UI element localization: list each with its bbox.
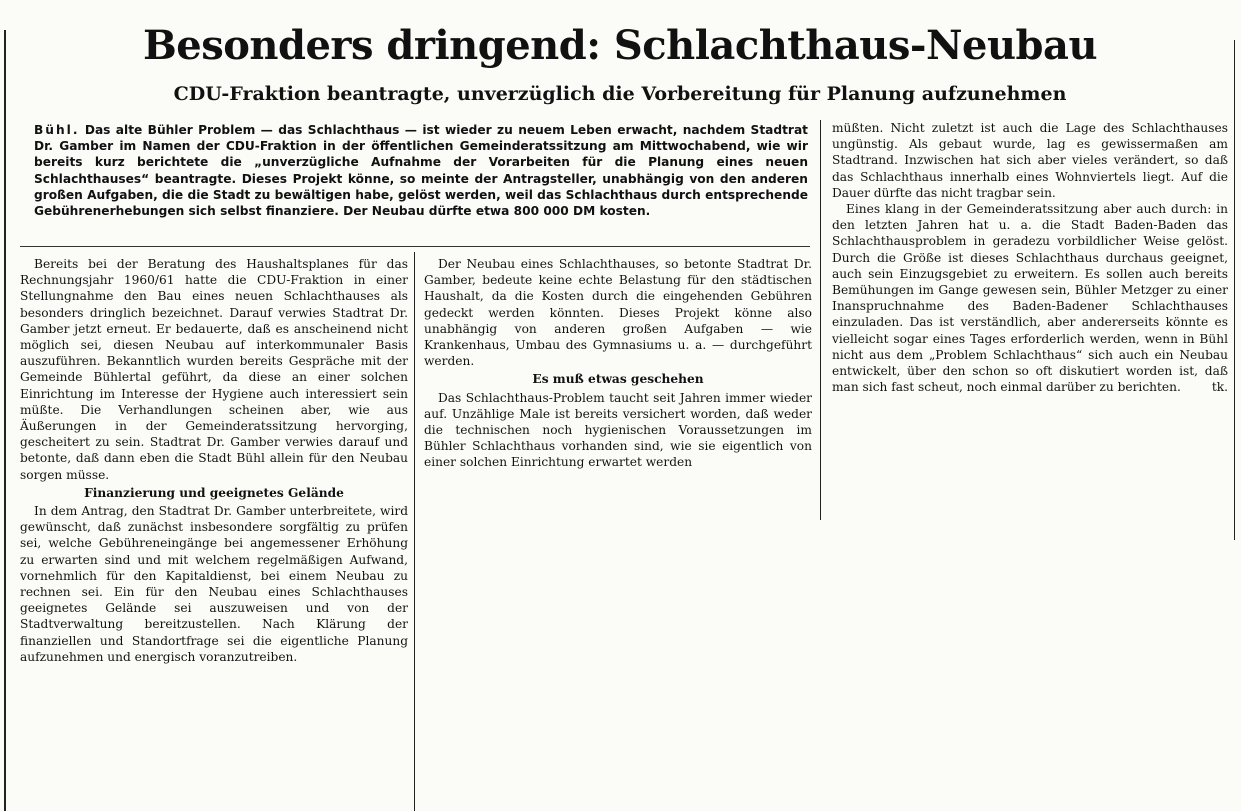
headline: Besonders dringend: Schlachthaus-Neubau [142,22,1098,69]
lead-paragraph [34,122,808,219]
article-paragraph [832,201,1228,395]
article-paragraph: müßten. Nicht zuletzt ist auch die Lage des Schlachthauses ungünstig. Als gebaut wurde, lag es gewissermaßen am Stadtrand. Inzwischen hat sich aber vieles verändert, so daß das Schlachthaus innerhalb eines Wohnviertels liegt. Auf die Dauer dürfte das nicht tragbar sein. [832,121,1228,200]
section-heading-financing: Finanzierung und geeignetes Gelände [84,485,344,500]
right-border-rule [1234,40,1235,540]
left-border-rule [4,30,6,811]
article-paragraph: Der Neubau eines Schlachthauses, so betonte Stadtrat Dr. Gamber, bedeute keine echte Belastung für den städtischen Haushalt, da die Kosten durch die eingehenden Gebühren gedeckt werden könnten. Dieses Projekt könne also unabhängig von anderen großen Aufgaben — wie Krankenhaus, Umbau des Gymnasiums u. a. — durchgeführt werden. [424,257,812,369]
section-heading-action: Es muß etwas geschehen [532,372,704,387]
article-paragraph: Das Schlachthaus-Problem taucht seit Jahren immer wieder auf. Unzählige Male ist bereits versichert worden, daß weder die technischen noch hygienischen Voraussetzungen im Bühler Schlachthaus vorhanden sind, wie sie eigentlich von einer solchen Einrichtung erwartet werden [424,390,812,470]
column-2 [424,256,812,471]
lead-bottom-rule [20,246,810,247]
subheadline: CDU-Fraktion beantragte, unverzüglich die Vorbereitung für Planung aufzunehmen [173,83,1067,105]
column-3 [832,120,1228,395]
column-1 [20,256,408,665]
article-text: Eines klang in der Gemeinderatssitzung aber auch durch: in den letzten Jahren hat u. a. die Stadt Baden-Baden das Schlachthausproblem in geradezu vorbildlicher Weise gelöst. Durch die Größe ist dieses Schlachthaus durchaus geeignet, auch sein Einzugsgebiet zu erweitern. Es sollen auch bereits Bemühungen im Gange gewesen sein, Bühler Metzger zu einer Inanspruchnahme des Baden-Badener Schlachthauses einzuladen. Das ist verständlich, aber andererseits könnte es vielleicht sogar eines Tages erforderlich werden, wenn in Bühl nicht aus dem „Problem Schlachthaus“ sich auch ein Neubau entwickelt, über den schon so oft diskutiert worden ist, daß man sich fast scheut, noch einmal darüber zu berichten. [832,202,1228,395]
dateline: Bühl. [34,123,80,137]
lead-text: Das alte Bühler Problem — das Schlachthaus — ist wieder zu neuem Leben erwacht, nachdem Stadtrat Dr. Gamber im Namen der CDU-Fraktion in der öffentlichen Gemeinderatssitzung am Mittwochabend, wie wir bereits kurz berichtete die „unverzügliche Aufnahme der Vorarbeiten für die Planung eines neuen Schlachthauses“ beantragte. Dieses Projekt könne, so meinte der Antragsteller, unabhängig von den anderen großen Aufgaben, die die Stadt zu bewältigen habe, gelöst werden, weil das Schlachthaus durch entsprechende Gebührenerhebungen sich selbst finanziere. Der Neubau dürfte etwa 800 000 DM kosten. [34,123,808,219]
column-rule-2 [820,120,821,520]
article-paragraph: Bereits bei der Beratung des Haushaltsplanes für das Rechnungsjahr 1960/61 hatte die CDU-Fraktion in einer Stellungnahme den Bau eines neuen Schlachthauses als besonders dringlich bezeichnet. Darauf verwies Stadtrat Dr. Gamber jetzt erneut. Er bedauerte, daß es anscheinend nicht möglich sei, diesen Neubau auf interkommunaler Basis auszuführen. Bekanntlich wurden bereits Gespräche mit der Gemeinde Bühlertal geführt, da diese an einer solchen Einrichtung im Interesse der Hygiene auch interessiert sein müßte. Die Verhandlungen scheinen aber, wie aus Äußerungen in der Gemeinderatssitzung hervorging, gescheitert zu sein. Stadtrat Dr. Gamber verwies darauf und betonte, daß dann eben die Stadt Bühl allein für den Neubau sorgen müsse. [20,257,408,482]
article-paragraph: In dem Antrag, den Stadtrat Dr. Gamber unterbreitete, wird gewünscht, daß zunächst insbesondere sorgfältig zu prüfen sei, welche Gebühreneingänge bei angemessener Erhöhung zu erwarten sind und mit welchem regelmäßigen Aufwand, vornehmlich für den Kapitaldienst, bei einem Neubau zu rechnen sei. Ein für den Neubau eines Schlachthauses geeignetes Gelände sei auszuweisen und von der Stadtverwaltung bereitzustellen. Nach Klärung der finanziellen und Standortfrage sei die eigentliche Planung aufzunehmen und energisch voranzutreiben. [20,504,408,664]
column-rule-1 [414,252,415,811]
author-signature: tk. [1211,380,1228,395]
